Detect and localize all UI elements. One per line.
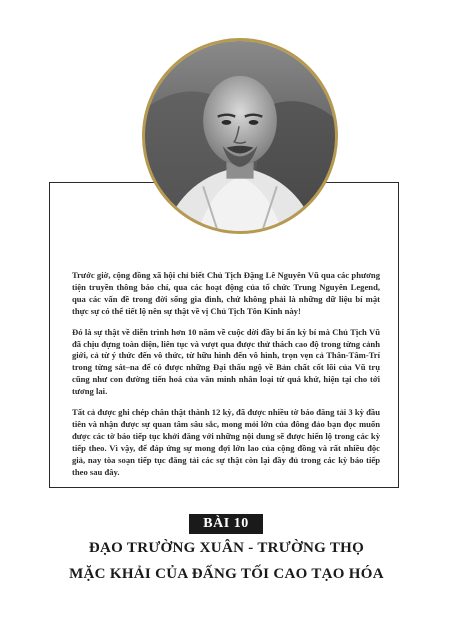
article-title-line-1: ĐẠO TRƯỜNG XUÂN - TRƯỜNG THỌ [88,540,365,556]
intro-paragraph-2: Đó là sự thật về diễn trình hơn 10 năm về cuộc dời đầy bí ẩn kỳ bí mà Chủ Tịch Vũ đã chịu đựng toàn diện, liên tục và vượt qua được thử thách cao độ trong từng cảnh giới, cả từ ý thức đến vô thức, từ hữu hình đến vô hình, trọn vẹn cả Thân-Tâm-Trí trong từng sát–na để có được những Đại thấu ngộ về Bản chất cốt lõi của Vũ trụ cũng như con đường tiến hoá của văn minh nhân loại từ quá khứ, hiện tại cho tới tương lai. [72,326,380,397]
intro-paragraph-1: Trước giờ, cộng đồng xã hội chỉ biết Chủ Tịch Đặng Lê Nguyên Vũ qua các phương tiện truyền thông báo chí, qua các hoạt động của tổ chức Trung Nguyên Legend, qua các vấn đề trong đời sống gia đình, chứ không phải là những dữ liệu bí mật thực sự có thể tiết lộ nên sự thật về vị Chủ Tịch Tôn Kính này! [72,270,380,316]
portrait-image [145,41,335,231]
article-intro [72,270,380,488]
article-number-tag: BÀI 10 [189,514,263,534]
portrait-photo [142,38,338,234]
article-title-line-2: MẶC KHẢI CỦA ĐẤNG TỐI CAO TẠO HÓA [69,566,384,582]
intro-paragraph-3: Tất cả được ghi chép chân thật thành 12 kỳ, đã được nhiều tờ báo đăng tải 3 kỳ đầu tiên và nhận được sự quan tâm sâu sắc, mong mỏi lớn của đông đảo bạn đọc muốn được các tờ báo tiếp tục khởi đăng với những nội dung sẽ được hiển lộ trong các kỳ tiếp theo. Vì vậy, để đáp ứng sự mong đợi lớn lao của cộng đồng và rất nhiều độc giả, nay tòa soạn tiếp tục đăng tải các sự thật còn lại đầy đủ trong các kỳ báo tiếp theo sau đây. [72,407,380,477]
